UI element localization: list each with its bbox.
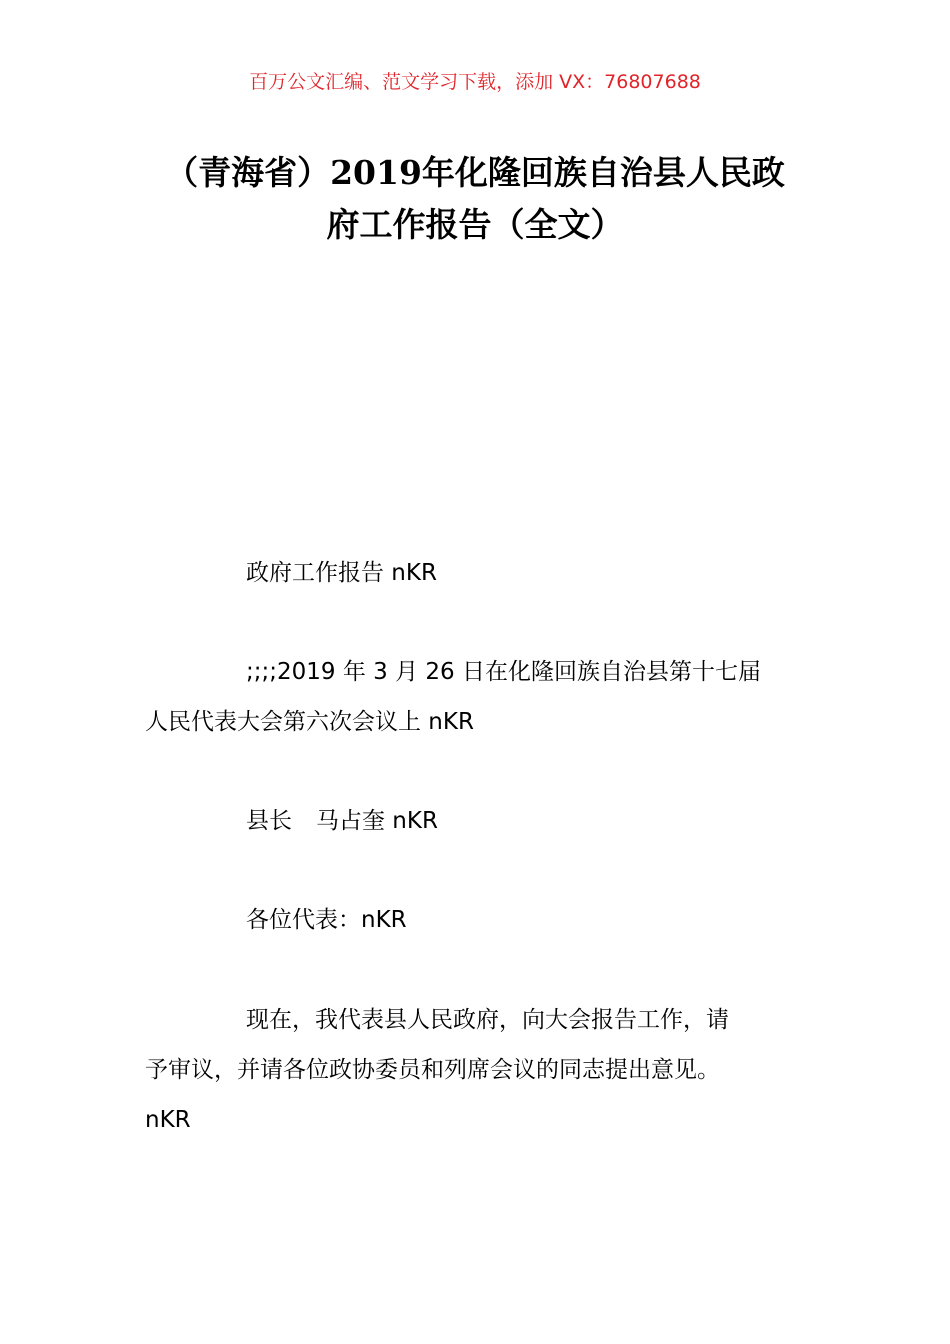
title-line-1 xyxy=(140,147,810,199)
speaker-title: 县长 xyxy=(246,808,292,834)
title-line-2: 府工作报告（全文） xyxy=(326,205,624,244)
watermark-banner: 百万公文汇编、范文学习下载，添加 VX：76807688 xyxy=(249,71,701,93)
opening-line-3: nKR xyxy=(145,1107,191,1133)
paragraph-report-heading xyxy=(145,548,810,598)
speaker-name: 马占奎 nKR xyxy=(316,808,438,834)
paragraph-salutation xyxy=(145,895,810,945)
meeting-info-line-1: ;;;;2019 年 3 月 26 日在化隆回族自治县第十七届 xyxy=(246,659,761,685)
paragraph-meeting-info xyxy=(145,647,810,747)
title-province: （青海省） xyxy=(165,153,331,192)
title-county: 年化隆回族自治县人民政 xyxy=(421,153,785,192)
paragraph-opening xyxy=(145,995,810,1145)
title-year: 2019 xyxy=(330,153,422,192)
speaker-line xyxy=(145,796,810,846)
salutation-text: 各位代表：nKR xyxy=(246,907,407,933)
meeting-info-line-2: 人民代表大会第六次会议上 nKR xyxy=(145,709,474,735)
opening-line-1: 现在，我代表县人民政府，向大会报告工作，请 xyxy=(246,1007,729,1033)
report-heading-text: 政府工作报告 nKR xyxy=(246,560,437,586)
document-title xyxy=(140,147,810,251)
opening-line-2: 予审议，并请各位政协委员和列席会议的同志提出意见。 xyxy=(145,1057,720,1083)
paragraph-speaker xyxy=(145,796,810,846)
